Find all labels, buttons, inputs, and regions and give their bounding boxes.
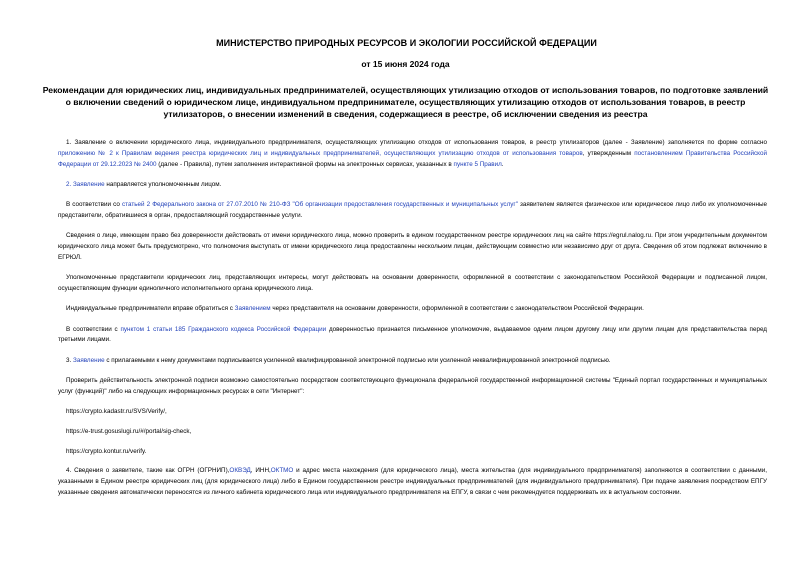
link-rules-point-5[interactable]: пункте 5 Правил	[453, 160, 502, 168]
paragraph-1	[58, 138, 767, 170]
p8-text-b: с прилагаемыми к нему документами подписывается усиленной квалифицированной электронной подписью или усиленной неквалифицированной электронной подписью.	[104, 356, 611, 364]
paragraph-3	[58, 200, 767, 222]
link-oktmo[interactable]: ОКТМО	[270, 467, 294, 475]
link-application-6[interactable]: Заявлением	[234, 305, 271, 313]
paragraph-9: Проверить действительность электронной подписи возможно самостоятельно посредством соответствующего функционала федеральной государственной информационной системы "Единый портал государственных и муниципальных услуг (функций)" либо на следующих информационных ресурсах в сети "Интернет":	[58, 376, 767, 395]
paragraph-10	[58, 466, 767, 498]
link-okved[interactable]: ОКВЭД	[229, 467, 251, 475]
p3-text-b: заявителем является физическое или юридическое лицо либо их уполномоченные представители, обратившиеся в орган, предоставляющий государственные услуги.	[58, 201, 767, 219]
paragraph-5: Уполномоченные представители юридических лиц, представляющих интересы, могут действовать на основании доверенности, оформленной в соответствии с законодательством Российской Федерации и подписанной лицом, осуществляющим функции единоличного исполнительного органа юридического лица.	[58, 274, 767, 292]
p1-text-a: 1. Заявление о включении юридического лица, индивидуального предпринимателя, осуществляющих утилизацию отходов от использования товаров, в реестр утилизаторов (далее - Заявление) заполняется по форме согласно	[66, 139, 767, 146]
paragraph-6	[58, 304, 767, 315]
p3-text-a: В соответствии со	[66, 201, 122, 209]
document-date: от 15 июня 2024 года	[361, 59, 450, 69]
paragraph-2	[58, 180, 767, 191]
url-gosuslugi: https://e-trust.gosuslugi.ru/#/portal/sig-check,	[66, 427, 192, 435]
link-application-8[interactable]: Заявление	[73, 356, 105, 364]
url-kontur: https://crypto.kontur.ru/verify.	[66, 447, 147, 455]
p1-text-d: .	[501, 160, 504, 168]
link-civil-code-185[interactable]: пунктом 1 статьи 185 Гражданского кодекса Российской Федерации	[120, 325, 327, 333]
link-appendix-2[interactable]: приложению № 2 к Правилам ведения реестра юридических лиц и индивидуальных предпринимателей, осуществляющих утилизацию отходов от использования товаров	[58, 149, 583, 157]
document-body	[58, 138, 767, 499]
p10-text-c: и адрес места нахождения (для юридического лица), места жительства (для индивидуального предпринимателя) заполняются в соответствии с данными, указанными в Едином реестре юридических лиц (для юридического лица) либо в Едином государственном реестре индивидуальных предпринимателей (для индивидуального предпринимателя). При подаче заявления посредством ЕПГУ указанные сведения автоматически переносятся из личного кабинета юридического лица или индивидуального предпринимателя на ЕПГУ, в связи с чем рекомендуется поддерживать их в актуальном состоянии.	[58, 467, 767, 497]
p10-text-b: , ИНН,	[250, 467, 271, 475]
ministry-heading: МИНИСТЕРСТВО ПРИРОДНЫХ РЕСУРСОВ И ЭКОЛОГИИ РОССИЙСКОЙ ФЕДЕРАЦИИ	[216, 38, 597, 48]
link-government-decree[interactable]: постановлением Правительства Российской Федерации от 29.12.2023 № 2400	[58, 149, 768, 168]
url-kadastr: https://crypto.kadastr.ru/SVS/Verify/,	[66, 408, 167, 416]
p10-text-a: 4. Сведения о заявителе, такие как ОГРН (ОГРНИП),	[66, 467, 230, 475]
p7-text-b: доверенностью признается письменное уполномочие, выдаваемое одним лицом другому лицу или другим лицам для представительства перед третьими лицами.	[58, 325, 767, 344]
p2-text: направляется уполномоченным лицом.	[104, 180, 222, 188]
document-title: Рекомендации для юридических лиц, индивидуальных предпринимателей, осуществляющих утилизацию отходов от использования товаров, по подготовке заявлений о включении сведений о юридическом лице, индивидуальном предпринимателе, осуществляющих утилизацию отходов от использования товаров, в реестр утилизаторов, о внесении изменений в сведения, содержащиеся в реестре, об исключении сведения из реестра	[42, 85, 769, 119]
p1-text-c: (далее - Правила), путем заполнения интерактивной формы на электронных сервисах, указанных в	[156, 160, 454, 168]
p1-text-b: , утвержденным	[582, 149, 635, 157]
p6-text-b: через представителя на основании доверенности, оформленной в соответствии с законодательством Российской Федерации.	[270, 305, 644, 313]
paragraph-8	[58, 356, 767, 367]
p6-text-a: Индивидуальные предприниматели вправе обратиться с	[66, 305, 235, 313]
p8-text-a: 3.	[66, 356, 74, 364]
link-application-2[interactable]: 2. Заявление	[66, 180, 105, 188]
paragraph-7	[58, 325, 767, 347]
p7-text-a: В соответствии с	[66, 325, 121, 333]
paragraph-4: Сведения о лице, имеющем право без доверенности действовать от имени юридического лица, можно проверить в едином государственном реестре юридических лиц на сайте https://egrul.nalog.ru. При этом учредительным документом юридического лица может быть предусмотрено, что полномочия выступать от имени юридического лица предоставлены нескольким лицам, действующим совместно или независимо друг от друга. Сведения об этом подлежат включению в ЕГРЮЛ.	[58, 232, 767, 261]
link-federal-law-210[interactable]: статьей 2 Федерального закона от 27.07.2010 № 210-ФЗ "Об организации предоставления государственных и муниципальных услуг"	[122, 201, 518, 209]
